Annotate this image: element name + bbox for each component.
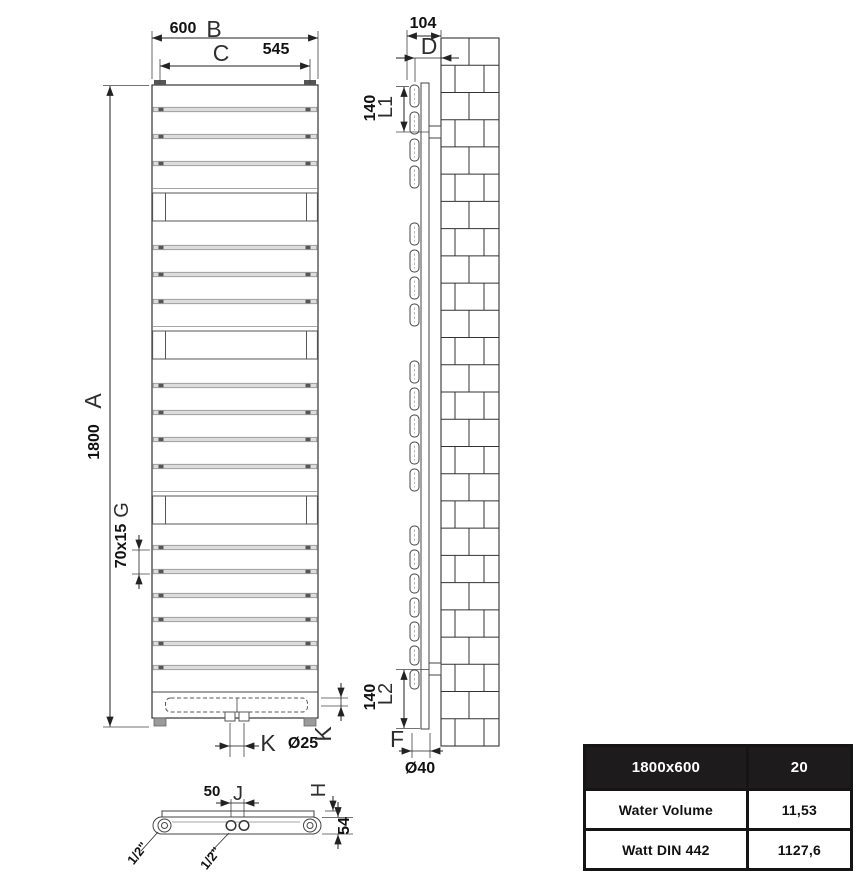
riser-pipe	[421, 83, 429, 729]
dim-letter-k-bottom: K	[260, 730, 276, 756]
half-inch-label-center: 1/2"	[197, 844, 224, 873]
connection-port-right	[239, 821, 249, 831]
dim-d25-label: Ø25	[287, 735, 319, 752]
valve-tab-left	[225, 712, 235, 721]
dim-50-label: 50	[203, 783, 221, 800]
dim-d40-label: Ø40	[404, 760, 436, 777]
dim-letter-g: G	[111, 502, 133, 518]
spec-model: 1800x600	[586, 747, 746, 788]
dim-54-label: 54	[336, 817, 353, 835]
dim-letter-d: D	[420, 33, 438, 59]
dim-letter-h: H	[308, 782, 330, 798]
dim-letter-b: B	[206, 16, 222, 42]
slat-profiles	[410, 85, 419, 689]
dim-140-l2-label: 140	[362, 683, 379, 711]
dim-70x15-label: 70x15	[113, 523, 130, 569]
spec-table-row-water-volume	[586, 788, 850, 828]
watt-label: Watt DIN 442	[622, 841, 710, 858]
spec-table-row-watt	[586, 828, 850, 868]
dim-letter-c: C	[212, 40, 230, 66]
dim-letter-f: F	[389, 726, 405, 752]
watt-value: 1127,6	[746, 831, 850, 868]
front-view	[152, 80, 318, 726]
dim-letter-l2: L2	[375, 682, 397, 706]
dim-letter-k-right: K	[310, 726, 336, 742]
spec-model-value: 20	[746, 747, 850, 788]
half-inch-label-left: 1/2"	[124, 839, 151, 868]
dim-104-label: 104	[409, 15, 437, 32]
valve-tab-right	[239, 712, 249, 721]
dim-140-l1-label: 140	[362, 94, 379, 122]
foot-left	[154, 718, 166, 726]
wall-bracket-bottom	[429, 663, 441, 675]
bottom-collector-bar	[153, 817, 321, 834]
side-view	[410, 38, 499, 746]
dim-letter-j: J	[233, 783, 243, 805]
connection-port-left	[226, 821, 236, 831]
spec-table-header-row	[586, 747, 850, 788]
foot-right	[304, 718, 316, 726]
radiator-outline	[152, 85, 318, 718]
bottom-view	[141, 811, 321, 856]
wall-bracket-top	[429, 126, 441, 138]
dim-letter-l1: L1	[375, 95, 397, 119]
water-volume-label: Water Volume	[618, 801, 713, 818]
spec-table	[583, 744, 853, 871]
dim-1800-label: 1800	[86, 424, 103, 460]
dim-545-label: 545	[262, 41, 290, 58]
dim-600-label: 600	[169, 20, 197, 37]
water-volume-value: 11,53	[746, 791, 850, 828]
dim-letter-a: A	[80, 393, 106, 409]
collector-tube	[166, 698, 308, 712]
bottom-panel-edge	[162, 811, 314, 817]
